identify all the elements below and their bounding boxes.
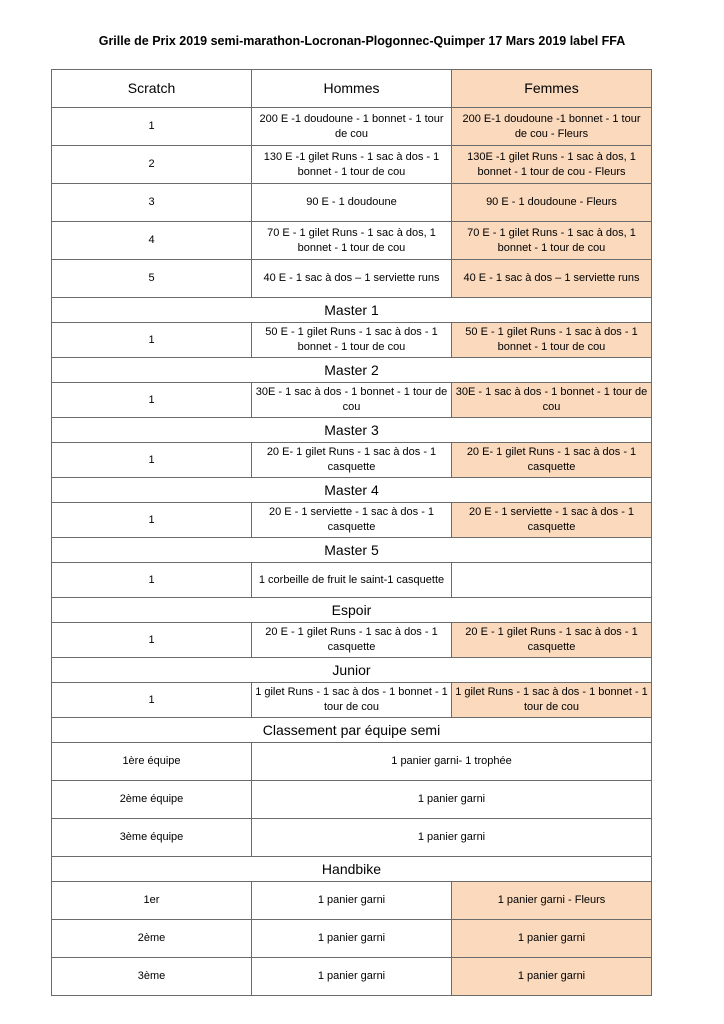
section-title: Classement par équipe semi: [52, 718, 652, 743]
hommes-cell: 1 panier garni: [252, 920, 452, 958]
hommes-cell: 50 E - 1 gilet Runs - 1 sac à dos - 1 bonnet - 1 tour de cou: [252, 323, 452, 358]
hommes-cell: 30E - 1 sac à dos - 1 bonnet - 1 tour de cou: [252, 383, 452, 418]
section-title: Master 3: [52, 418, 652, 443]
femmes-cell-empty: [452, 563, 652, 598]
section-title: Handbike: [52, 857, 652, 882]
hommes-cell: 130 E -1 gilet Runs - 1 sac à dos - 1 bonnet - 1 tour de cou: [252, 146, 452, 184]
section-title: Master 4: [52, 478, 652, 503]
hommes-cell: 200 E -1 doudoune - 1 bonnet - 1 tour de cou: [252, 108, 452, 146]
section-header-row: [52, 418, 652, 443]
header-scratch: Scratch: [52, 70, 252, 108]
section-header-row: [52, 718, 652, 743]
table-row: [52, 146, 652, 184]
rank-cell: 1: [52, 503, 252, 538]
section-header-row: [52, 598, 652, 623]
femmes-cell: 1 panier garni - Fleurs: [452, 882, 652, 920]
table-row: [52, 819, 652, 857]
table-row: [52, 743, 652, 781]
rank-cell: 1: [52, 563, 252, 598]
hommes-cell: 1 corbeille de fruit le saint-1 casquette: [252, 563, 452, 598]
rank-cell: 2: [52, 146, 252, 184]
femmes-cell: 30E - 1 sac à dos - 1 bonnet - 1 tour de cou: [452, 383, 652, 418]
hommes-cell: 20 E- 1 gilet Runs - 1 sac à dos - 1 casquette: [252, 443, 452, 478]
table-row: [52, 383, 652, 418]
femmes-cell: 20 E - 1 serviette - 1 sac à dos - 1 casquette: [452, 503, 652, 538]
table-row: [52, 623, 652, 658]
section-header-row: [52, 658, 652, 683]
table-row: [52, 222, 652, 260]
femmes-cell: 90 E - 1 doudoune - Fleurs: [452, 184, 652, 222]
table-header-row: [52, 70, 652, 108]
hommes-cell: 1 gilet Runs - 1 sac à dos - 1 bonnet - 1 tour de cou: [252, 683, 452, 718]
hommes-cell: 90 E - 1 doudoune: [252, 184, 452, 222]
rank-cell: 2ème équipe: [52, 781, 252, 819]
section-header-row: [52, 478, 652, 503]
table-row: [52, 260, 652, 298]
rank-cell: 1: [52, 383, 252, 418]
rank-cell: 1ère équipe: [52, 743, 252, 781]
hommes-cell: 1 panier garni: [252, 958, 452, 996]
rank-cell: 3: [52, 184, 252, 222]
section-title: Master 2: [52, 358, 652, 383]
hommes-cell: 70 E - 1 gilet Runs - 1 sac à dos, 1 bonnet - 1 tour de cou: [252, 222, 452, 260]
table-row: [52, 781, 652, 819]
prize-cell: 1 panier garni- 1 trophée: [252, 743, 652, 781]
table-row: [52, 323, 652, 358]
rank-cell: 1er: [52, 882, 252, 920]
rank-cell: 1: [52, 623, 252, 658]
rank-cell: 1: [52, 683, 252, 718]
hommes-cell: 20 E - 1 serviette - 1 sac à dos - 1 casquette: [252, 503, 452, 538]
section-header-row: [52, 358, 652, 383]
section-title: Junior: [52, 658, 652, 683]
rank-cell: 1: [52, 443, 252, 478]
prize-cell: 1 panier garni: [252, 781, 652, 819]
femmes-cell: 1 gilet Runs - 1 sac à dos - 1 bonnet - 1 tour de cou: [452, 683, 652, 718]
table-row: [52, 443, 652, 478]
femmes-cell: 20 E - 1 gilet Runs - 1 sac à dos - 1 casquette: [452, 623, 652, 658]
document-title: Grille de Prix 2019 semi-marathon-Locronan-Plogonnec-Quimper 17 Mars 2019 label FFA: [98, 34, 626, 48]
prize-table: [51, 69, 652, 996]
section-title: Espoir: [52, 598, 652, 623]
prize-cell: 1 panier garni: [252, 819, 652, 857]
table-row: [52, 958, 652, 996]
table-row: [52, 503, 652, 538]
table-row: [52, 108, 652, 146]
table-row: [52, 683, 652, 718]
rank-cell: 2ème: [52, 920, 252, 958]
femmes-cell: 40 E - 1 sac à dos – 1 serviette runs: [452, 260, 652, 298]
rank-cell: 1: [52, 323, 252, 358]
table-row: [52, 563, 652, 598]
section-header-row: [52, 857, 652, 882]
femmes-cell: 70 E - 1 gilet Runs - 1 sac à dos, 1 bonnet - 1 tour de cou: [452, 222, 652, 260]
rank-cell: 3ème équipe: [52, 819, 252, 857]
section-header-row: [52, 538, 652, 563]
rank-cell: 3ème: [52, 958, 252, 996]
hommes-cell: 20 E - 1 gilet Runs - 1 sac à dos - 1 casquette: [252, 623, 452, 658]
rank-cell: 5: [52, 260, 252, 298]
rank-cell: 1: [52, 108, 252, 146]
femmes-cell: 130E -1 gilet Runs - 1 sac à dos, 1 bonnet - 1 tour de cou - Fleurs: [452, 146, 652, 184]
section-title: Master 1: [52, 298, 652, 323]
femmes-cell: 1 panier garni: [452, 920, 652, 958]
section-header-row: [52, 298, 652, 323]
header-hommes: Hommes: [252, 70, 452, 108]
table-row: [52, 184, 652, 222]
hommes-cell: 40 E - 1 sac à dos – 1 serviette runs: [252, 260, 452, 298]
header-femmes: Femmes: [452, 70, 652, 108]
section-title: Master 5: [52, 538, 652, 563]
femmes-cell: 1 panier garni: [452, 958, 652, 996]
femmes-cell: 200 E-1 doudoune -1 bonnet - 1 tour de cou - Fleurs: [452, 108, 652, 146]
rank-cell: 4: [52, 222, 252, 260]
table-row: [52, 882, 652, 920]
femmes-cell: 20 E- 1 gilet Runs - 1 sac à dos - 1 casquette: [452, 443, 652, 478]
femmes-cell: 50 E - 1 gilet Runs - 1 sac à dos - 1 bonnet - 1 tour de cou: [452, 323, 652, 358]
table-row: [52, 920, 652, 958]
hommes-cell: 1 panier garni: [252, 882, 452, 920]
